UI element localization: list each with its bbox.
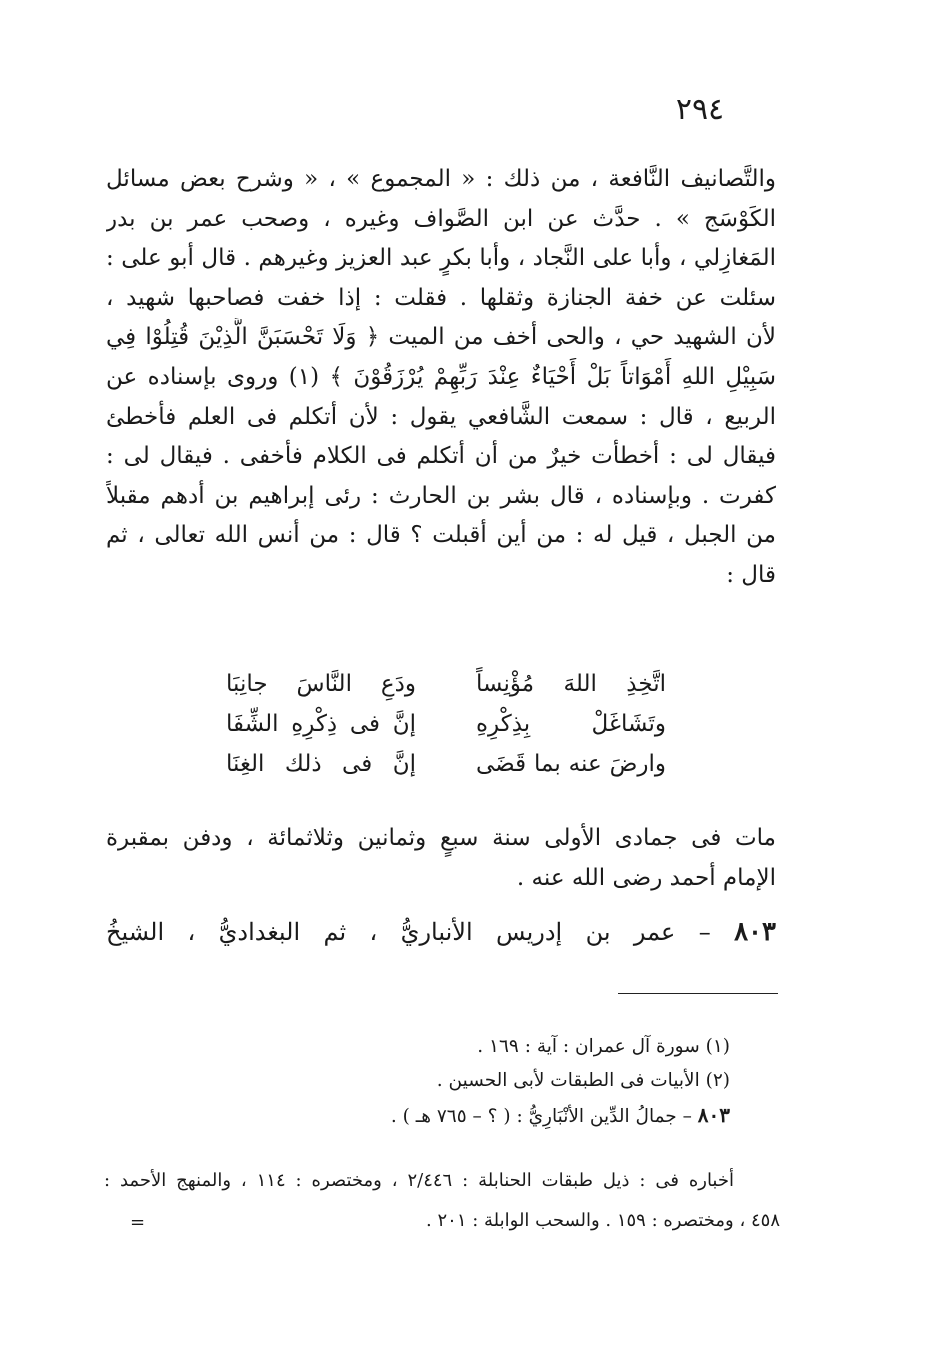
text-line: المَغازِلي ، وأبا على النَّجاد ، وأبا بكرٍ عبد العزيز وغيرهم . قال أبو على : [106,245,776,272]
text-line: قال : [726,561,776,588]
text-line: الإمام أحمد رضى الله عنه . [516,865,776,891]
text-line: الربيع ، قال : سمعت الشَّافعي يقول : لأن أتكلم فى العلم فأخطئ [106,403,776,430]
poem-first-hemistich: وارضَ عنه بما قَضَى [476,751,666,777]
footnote-divider [618,993,778,994]
body-paragraph [106,160,776,596]
poem-verse [226,704,666,744]
entry-number: ٨٠٣ [734,917,776,947]
poem-first-hemistich: وتَشَاغَلْ بِذِكْرِهِ [476,711,666,737]
page-number: ٢٩٤ [675,92,725,127]
entry-title: – عمر بن إدريس الأنباريُّ ، ثم البغداديُّ ، الشيخُ [106,918,711,946]
footnote-entry-number: ٨٠٣ [697,1103,730,1127]
footnotes [110,1030,730,1134]
continuation-mark: = [130,1212,146,1233]
text-line: الكَوْسَج » . حدَّث عن ابن الصَّواف وغيره ، وصحب عمر بن بدر [106,205,776,232]
poem-second-hemistich: إنَّ فى ذلك الغِنَا [226,751,416,777]
closing-paragraph [106,818,776,898]
biography-entry-heading [106,912,776,952]
poem-verse [226,664,666,704]
footnote-2: (٢) الأبيات فى الطبقات لأبى الحسين . [436,1070,730,1091]
footnote-1: (١) سورة آل عمران : آية : ١٦٩ . [477,1036,730,1057]
footnote-sources-line: أخباره فى : ذيل طبقات الحنابلة : ٢/٤٤٦ ، ومختصره : ١١٤ ، والمنهج الأحمد : [104,1170,734,1191]
poem-verse [226,744,666,784]
text-line: والتَّصانيف النَّافعة ، من ذلك : « المجموع » ، « وشرح بعض مسائل [106,166,776,192]
text-line: مات فى جمادى الأولى سنة سبعٍ وثمانين وثلاثمائة ، ودفن بمقبرة [106,825,776,851]
text-line: لأن الشهيد حي ، والحى أخف من الميت ﴿ وَلَا تَحْسَبَنَّ الَّذِيْنَ قُتِلُوْا فِي [106,324,776,351]
footnote-sources-line: ٤٥٨ ، ومختصره : ١٥٩ . والسحب الوابلة : ٢٠١ . [426,1210,780,1231]
footnote-entry [110,1098,730,1134]
text-line: سَبِيْلِ اللهِ أَمْوَاتاً بَلْ أَحْيَاءٌ عِنْدَ رَبِّهِمْ يُرْزَقُوْنَ ﴾ (١) وروى بإسناده عن [106,363,776,390]
text-line: كفرت . وبإسناده ، قال بشر بن الحارث : رئى إبراهيم بن أدهم مقبلاً [106,482,776,509]
poem-first-hemistich: اتَّخِذِ اللهَ مُؤْنِساً [476,671,666,697]
poem-verses [226,664,666,784]
footnote-entry-text: – جمالُ الدِّين الأنْبَارِيُّ : ( ؟ – ٧٦٥ هـ ) . [390,1106,692,1127]
text-line: فيقال لى : أخطأت خيرٌ من أن أتكلم فى الكلام فأخفى . فيقال لى : [106,443,776,470]
poem-second-hemistich: ودَعِ النَّاسَ جانِبَا [226,671,416,697]
poem-second-hemistich: إنَّ فى ذِكْرِهِ الشِّفَا [226,711,416,737]
text-line: من الجبل ، قيل له : من أين أقبلت ؟ قال : من أنس الله تعالى ، ثم [106,522,776,549]
text-line: سئلت عن خفة الجنازة وثقلها . فقلت : إذا خفت فصاحبها شهيد ، [106,284,776,311]
